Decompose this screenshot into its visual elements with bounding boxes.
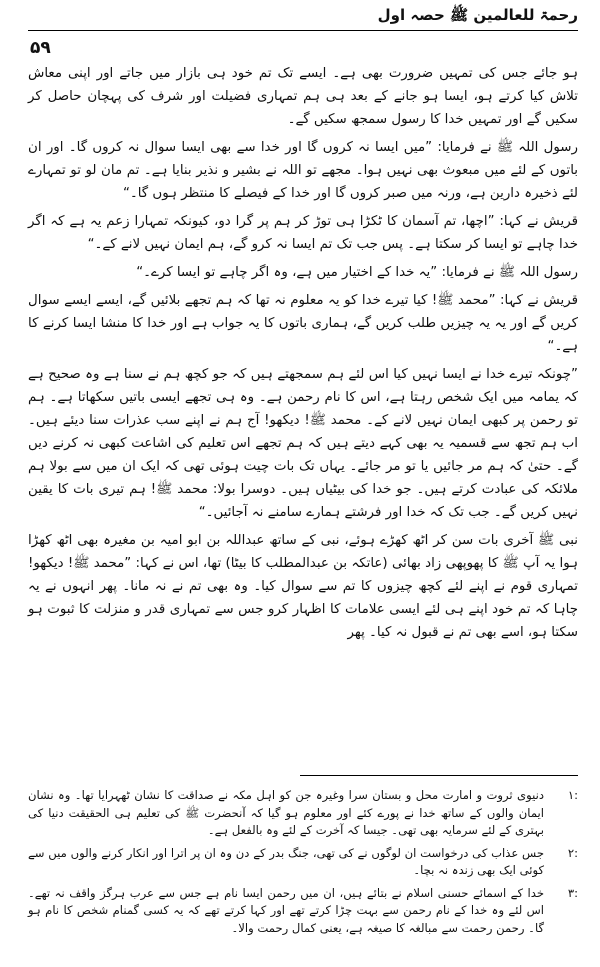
paragraph: ”چونکہ تیرے خدا نے ایسا نہیں کیا اس لئے ہم سمجھتے ہیں کہ جو کچھ ہم نے سنا ہے وہ صحیح ہے کہ یمامہ میں ایک شخص رہتا ہے، اس کا نام رحمن ہے۔ وہ ہی تجھے ایسی باتیں سکھاتا ہے۔ ہم تو رحمن پر کبھی ایمان نہیں لانے کے۔ محمد ﷺ! دیکھو! آج ہم نے اپنے سب عذرات سنا دیئے ہیں۔ اب ہم تجھ سے قسمیہ یہ بھی کہے دیتے ہیں کہ ہم تجھے اس تعلیم کی اشاعت کبھی نہ کرنے دیں گے۔ حتیٰ کہ ہم مر جائیں یا تو مر جائے۔ یہاں تک بات چیت ہوئی تھی کہ ایک ان میں سے بولا ہم ملائکہ کی عبادت کرتے ہیں۔ جو خدا کی بیٹیاں ہیں۔ دوسرا بولا: محمد ﷺ! ہم تیری بات کا یقین نہیں کریں گے۔ جب تک کہ خدا اور فرشتے ہمارے سامنے نہ آجائیں۔“: [28, 367, 578, 520]
paragraph: ہو جائے جس کی تمہیں ضرورت بھی ہے۔ ایسے تک تم خود ہی بازار میں جاتے اور اپنی معاش تلاش کیا کرتے ہو، ایسا ہو جانے کے بعد ہی ہم تمہاری فضیلت اور شرف کی پہچان حاصل کر سکیں گے اور تمہیں خدا کا رسول سمجھ سکیں گے۔: [28, 66, 578, 127]
paragraph: قریش نے کہا: ”اچھا، تم آسمان کا ٹکڑا ہی توڑ کر ہم پر گرا دو، کیونکہ تمہارا زعم یہ ہے کہ اگر خدا چاہے تو ایسا کر سکتا ہے۔ پس جب تک تم ایسا نہ کرو گے، ہم ایمان نہیں لانے کے۔“: [28, 214, 578, 252]
paragraph: قریش نے کہا: ”محمد ﷺ! کیا تیرے خدا کو یہ معلوم نہ تھا کہ ہم تجھے بلائیں گے، ایسے ایسے سوال کریں گے اور یہ یہ چیزیں طلب کریں گے، ہماری باتوں کا یہ جواب ہے اور خدا کا منشا ایسا کرنے کا ہے۔“: [28, 293, 578, 354]
footnotes: [28, 787, 578, 942]
footnote: [28, 885, 578, 938]
footnote: [28, 787, 578, 840]
footnote-text: جس عذاب کی درخواست ان لوگوں نے کی تھی، جنگ بدر کے دن وہ ان پر اترا اور انکار کرنے والوں میں سے کوئی ایک بھی زندہ نہ بچا۔: [28, 845, 544, 877]
footnote-text: دنیوی ثروت و امارت محل و بستان سرا وغیرہ جن کو اہل مکہ نے صداقت کا نشان ٹھہرایا تھا۔ وہ نشان ایمان والوں کے ساتھ خدا نے پورے کئے اور معلوم ہو گیا کہ آنحضرت ﷺ کی تعلیم ہی الحقیقت دنیا کی بہتری کے لئے سرمایہ بھی تھی۔ جیسا کہ آخرت کے لئے وہ بالفعل ہے۔: [28, 788, 544, 837]
paragraph: رسول اللہ ﷺ نے فرمایا: ”یہ خدا کے اختیار میں ہے، وہ اگر چاہے تو ایسا کرے۔“: [136, 265, 578, 280]
paragraph: رسول اللہ ﷺ نے فرمایا: ”میں ایسا نہ کروں گا اور خدا سے بھی ایسا سوال نہ کروں گا۔ اور ان باتوں کے لئے میں مبعوث بھی نہیں ہوا۔ مجھے تو اللہ نے بشیر و نذیر بنایا ہے۔ تم مان لو تو تمہارے لئے ذخیرہ دارین ہے، ورنہ میں صبر کروں گا اور خدا کے فیصلے کا منتظر ہوں گا۔“: [28, 140, 578, 201]
footnote-text: خدا کے اسمائے حسنی اسلام نے بتائے ہیں، ان میں رحمن ایسا نام ہے جس سے عرب ہرگز واقف نہ تھے۔ اس لئے وہ خدا کے نام رحمن سے بہت چڑا کرتے تھے اور کہا کرتے تھے کہ یہ کسی گمنام شخص کا نام ہو گا۔ رحمن رحمت سے مبالغہ کا صیغہ ہے، یعنی کمال رحمت والا۔: [28, 885, 544, 935]
footnote-number: :۱: [567, 788, 578, 802]
header-divider: [28, 30, 578, 31]
footnote-divider: [300, 775, 578, 776]
paragraph: نبی ﷺ آخری بات سن کر اٹھ کھڑے ہوئے، نبی کے ساتھ عبداللہ بن ابو امیہ بن مغیرہ بھی اٹھ کھڑا ہوا یہ آپ ﷺ کا پھوپھی زاد بھائی (عاتکہ بن عبدالمطلب کا بیٹا) تھا، اس نے کہا: ”محمد ﷺ! دیکھو! تمہاری قوم نے اپنے لئے کچھ چیزوں کا تم سے سوال کیا۔ وہ بھی تم نے نہ مانا۔ پھر انہوں نے یہ چاہا کہ تم خود اپنے ہی لئے ایسی علامات کا اظہار کرو جس سے تمہاری قدر و منزلت کا ثبوت ہو سکتا ہو، اسے بھی تم نے قبول نہ کیا۔ پھر: [28, 533, 578, 640]
footnote-number: :۲: [567, 845, 578, 860]
footnote: [28, 845, 578, 880]
page-number: ۵۹: [30, 38, 51, 58]
main-text: [28, 62, 578, 649]
running-header-title: رحمۃ للعالمین ﷺ حصہ اول: [377, 6, 578, 24]
footnote-number: :۳: [567, 885, 578, 900]
